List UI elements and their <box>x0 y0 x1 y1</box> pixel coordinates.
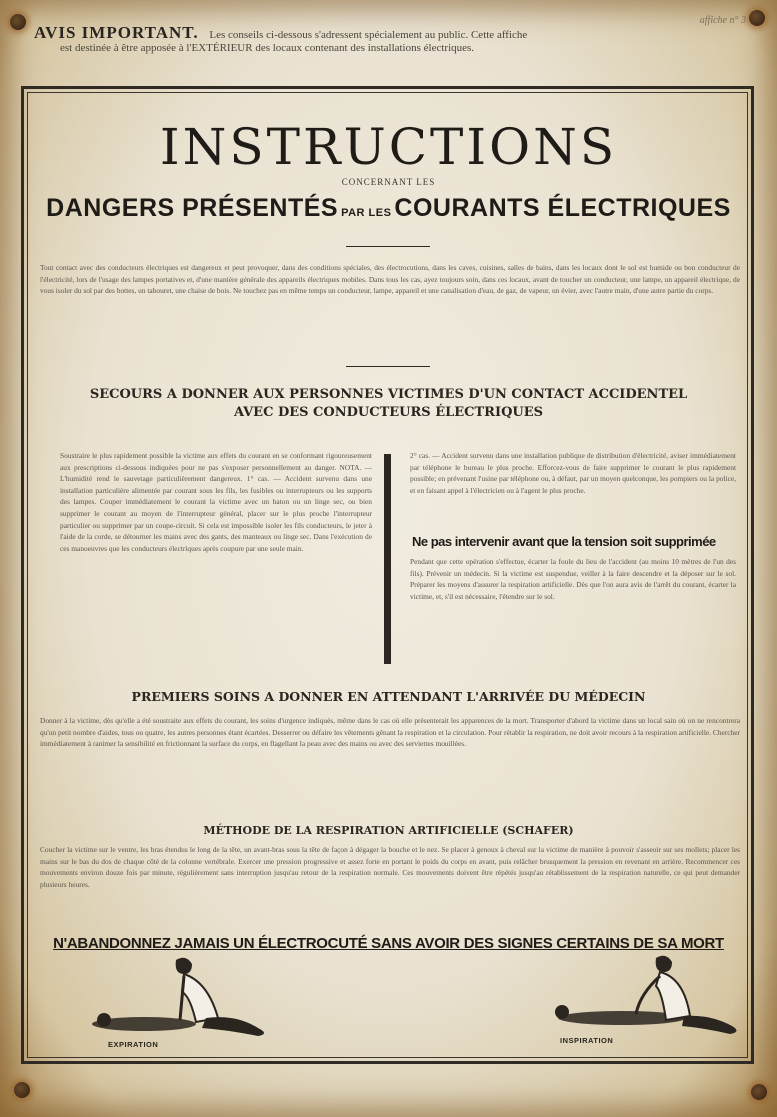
inspiration-caption: INSPIRATION <box>560 1036 614 1045</box>
methode-heading: MÉTHODE DE LA RESPIRATION ARTIFICIELLE (SCHAFER) <box>203 824 574 837</box>
header-line-1: Les conseils ci-dessous s'adressent spécialement au public. Cette affiche <box>209 29 528 41</box>
expiration-figure <box>86 952 286 1044</box>
tension-notice: Ne pas intervenir avant que la tension soit supprimée <box>412 534 716 549</box>
premiers-soins-heading: PREMIERS SOINS A DONNER EN ATTENDANT L'ARRIVÉE DU MÉDECIN <box>131 689 646 704</box>
header-notice <box>34 15 746 55</box>
subtitle-part-1: DANGERS PRÉSENTÉS <box>46 194 339 222</box>
bolt-icon <box>10 14 26 30</box>
intro-paragraph: Tout contact avec des conducteurs électriques est dangereux et peut provoquer, dans des conditions spéciales, des électrocutions, dans les caves, cuisines, salles de bains, dans les locaux dont le sol est humide ou bon conducteur de l'électricité, lors de l'usage des lampes portatives et, d'une manière générale des appareils électriques mobiles. Dans tous les cas, ayez toujours soin, dans ces locaux, avant de toucher un conducteur, une lampe, un appareil électrique, de vous isoler du sol par des bottes, un tabouret, une chaise de bois. Ne touchez pas en même temps un conducteur, lampe, appareil et une canalisation d'eau, de gaz, de vapeur, un évier, avec l'autre main, d'une autre partie du corps. <box>40 263 740 296</box>
warning-line: N'ABANDONNEZ JAMAIS UN ÉLECTROCUTÉ SANS AVOIR DES SIGNES CERTAINS DE SA MORT <box>53 935 724 952</box>
column-divider-bar <box>384 454 391 664</box>
right-column-bottom-text: Pendant que cette opération s'effectue, écarter la foule du lieu de l'accident (au moins 10 mètres de l'un des fils). Prévenir un médecin. Si la victime est suspendue, veiller à la faire descendre et la déposer sur le sol. Préparer les moyens d'assurer la respiration artificielle. Dès que l'on aura avis de l'arrêt du courant, écarter la victime, et, s'il est nécessaire, l'étendre sur le sol. <box>410 557 736 601</box>
header-line-2: est destinée à être apposée à l'EXTÉRIEUR des locaux contenant des installations électriques. <box>60 42 475 54</box>
subtitle-part-2: PAR LES <box>341 207 392 219</box>
affiche-number: affiche n° 3 <box>699 15 746 26</box>
subtitle <box>0 194 777 223</box>
divider <box>346 246 430 247</box>
right-column-top-text: 2° cas. — Accident survenu dans une installation publique de distribution d'électricité, aviser immédiatement par téléphone le bureau le plus proche. Efforcez-vous de faire supprimer le courant le plus rapidement possible; en prévenant l'usine par téléphone ou, à défaut, par un moyen quelconque, les pompiers ou la police, et en faisant appel à l'électricien ou à l'agent le plus proche. <box>410 451 736 495</box>
premiers-soins-text: Donner à la victime, dès qu'elle a été soustraite aux effets du courant, les soins d'urgence indiqués, même dans le cas où elle présenterait les apparences de la mort. Transporter d'abord la victime dans un local sain où on ne rencontrera qu'un petit nombre d'aides, tous ou quatre, les autres personnes étant écartées. Desserrer ou défaire les vêtements gênant la respiration et la circulation. Pour rétablir la respiration, ne doit avoir recours à la respiration artificielle. Chercher immédiatement à ranimer la sensibilité en frictionnant la surface du corps, en flagellant la peau avec des mains ou avec des serviettes mouillées. <box>40 716 740 749</box>
methode-text: Coucher la victime sur le ventre, les bras étendus le long de la tête, un avant-bras sous la tête de façon à dégager la bouche et le nez. Se placer à genoux à cheval sur la victime de manière à pouvoir s'asseoir sur ses mollets; placer les mains sur le bas du dos de chaque côté de la colonne vertébrale. Exercer une pression progressive et assez forte en portant le poids du corps en avant, puis relâcher brusquement la pression en revenant en arrière. Recommencer ces mouvements environ douze fois par minute, régulièrement sans interruption jusqu'au retour de la respiration normale. Ces mouvements doivent être répétés jusqu'au rétablissement de la respiration naturelle, ce qui peut demander plusieurs heures. <box>40 845 740 889</box>
expiration-caption: EXPIRATION <box>108 1040 159 1049</box>
secours-heading <box>0 386 777 422</box>
inspiration-figure <box>552 952 742 1044</box>
concernant-label: CONCERNANT LES <box>341 177 436 187</box>
subtitle-part-3: COURANTS ÉLECTRIQUES <box>394 194 731 222</box>
page-title: INSTRUCTIONS <box>159 118 618 176</box>
secours-line-1: SECOURS A DONNER AUX PERSONNES VICTIMES D'UN CONTACT ACCIDENTEL <box>89 387 688 402</box>
left-column-text: Soustraire le plus rapidement possible la victime aux effets du courant en se conformant rigoureusement aux prescriptions ci-dessous indiquées pour ne pas s'exposer personnellement au danger. NOTA. — L'humidité rend le sauvetage particulièrement dangereux. 1° cas. — Accident survenu dans une installation particulière alimentée par courant sous les fils, les fusibles ou interrupteurs ou les supports des lampes. Couper immédiatement le courant la victime avec un baton ou un linge sec, ou bien supprimer le courant au moyen de l'interrupteur général, placer sur le plus proche l'interrupteur particulier ou supprimer par un coupe-circuit. Si cela est impossible isoler les fils conducteurs, le jeter à l'aide de la corde, se détourner les mains avec des gants, des manteaux ou linge sec. Dans l'exécution de ces manoeuvres que les conducteurs électriques après coupure par une seule main. <box>60 451 372 553</box>
bolt-icon <box>751 1084 767 1100</box>
avis-important: AVIS IMPORTANT. <box>34 23 199 42</box>
secours-line-2: AVEC DES CONDUCTEURS ÉLECTRIQUES <box>233 405 544 420</box>
divider <box>346 366 430 367</box>
bolt-icon <box>14 1082 30 1098</box>
bolt-icon <box>749 10 765 26</box>
